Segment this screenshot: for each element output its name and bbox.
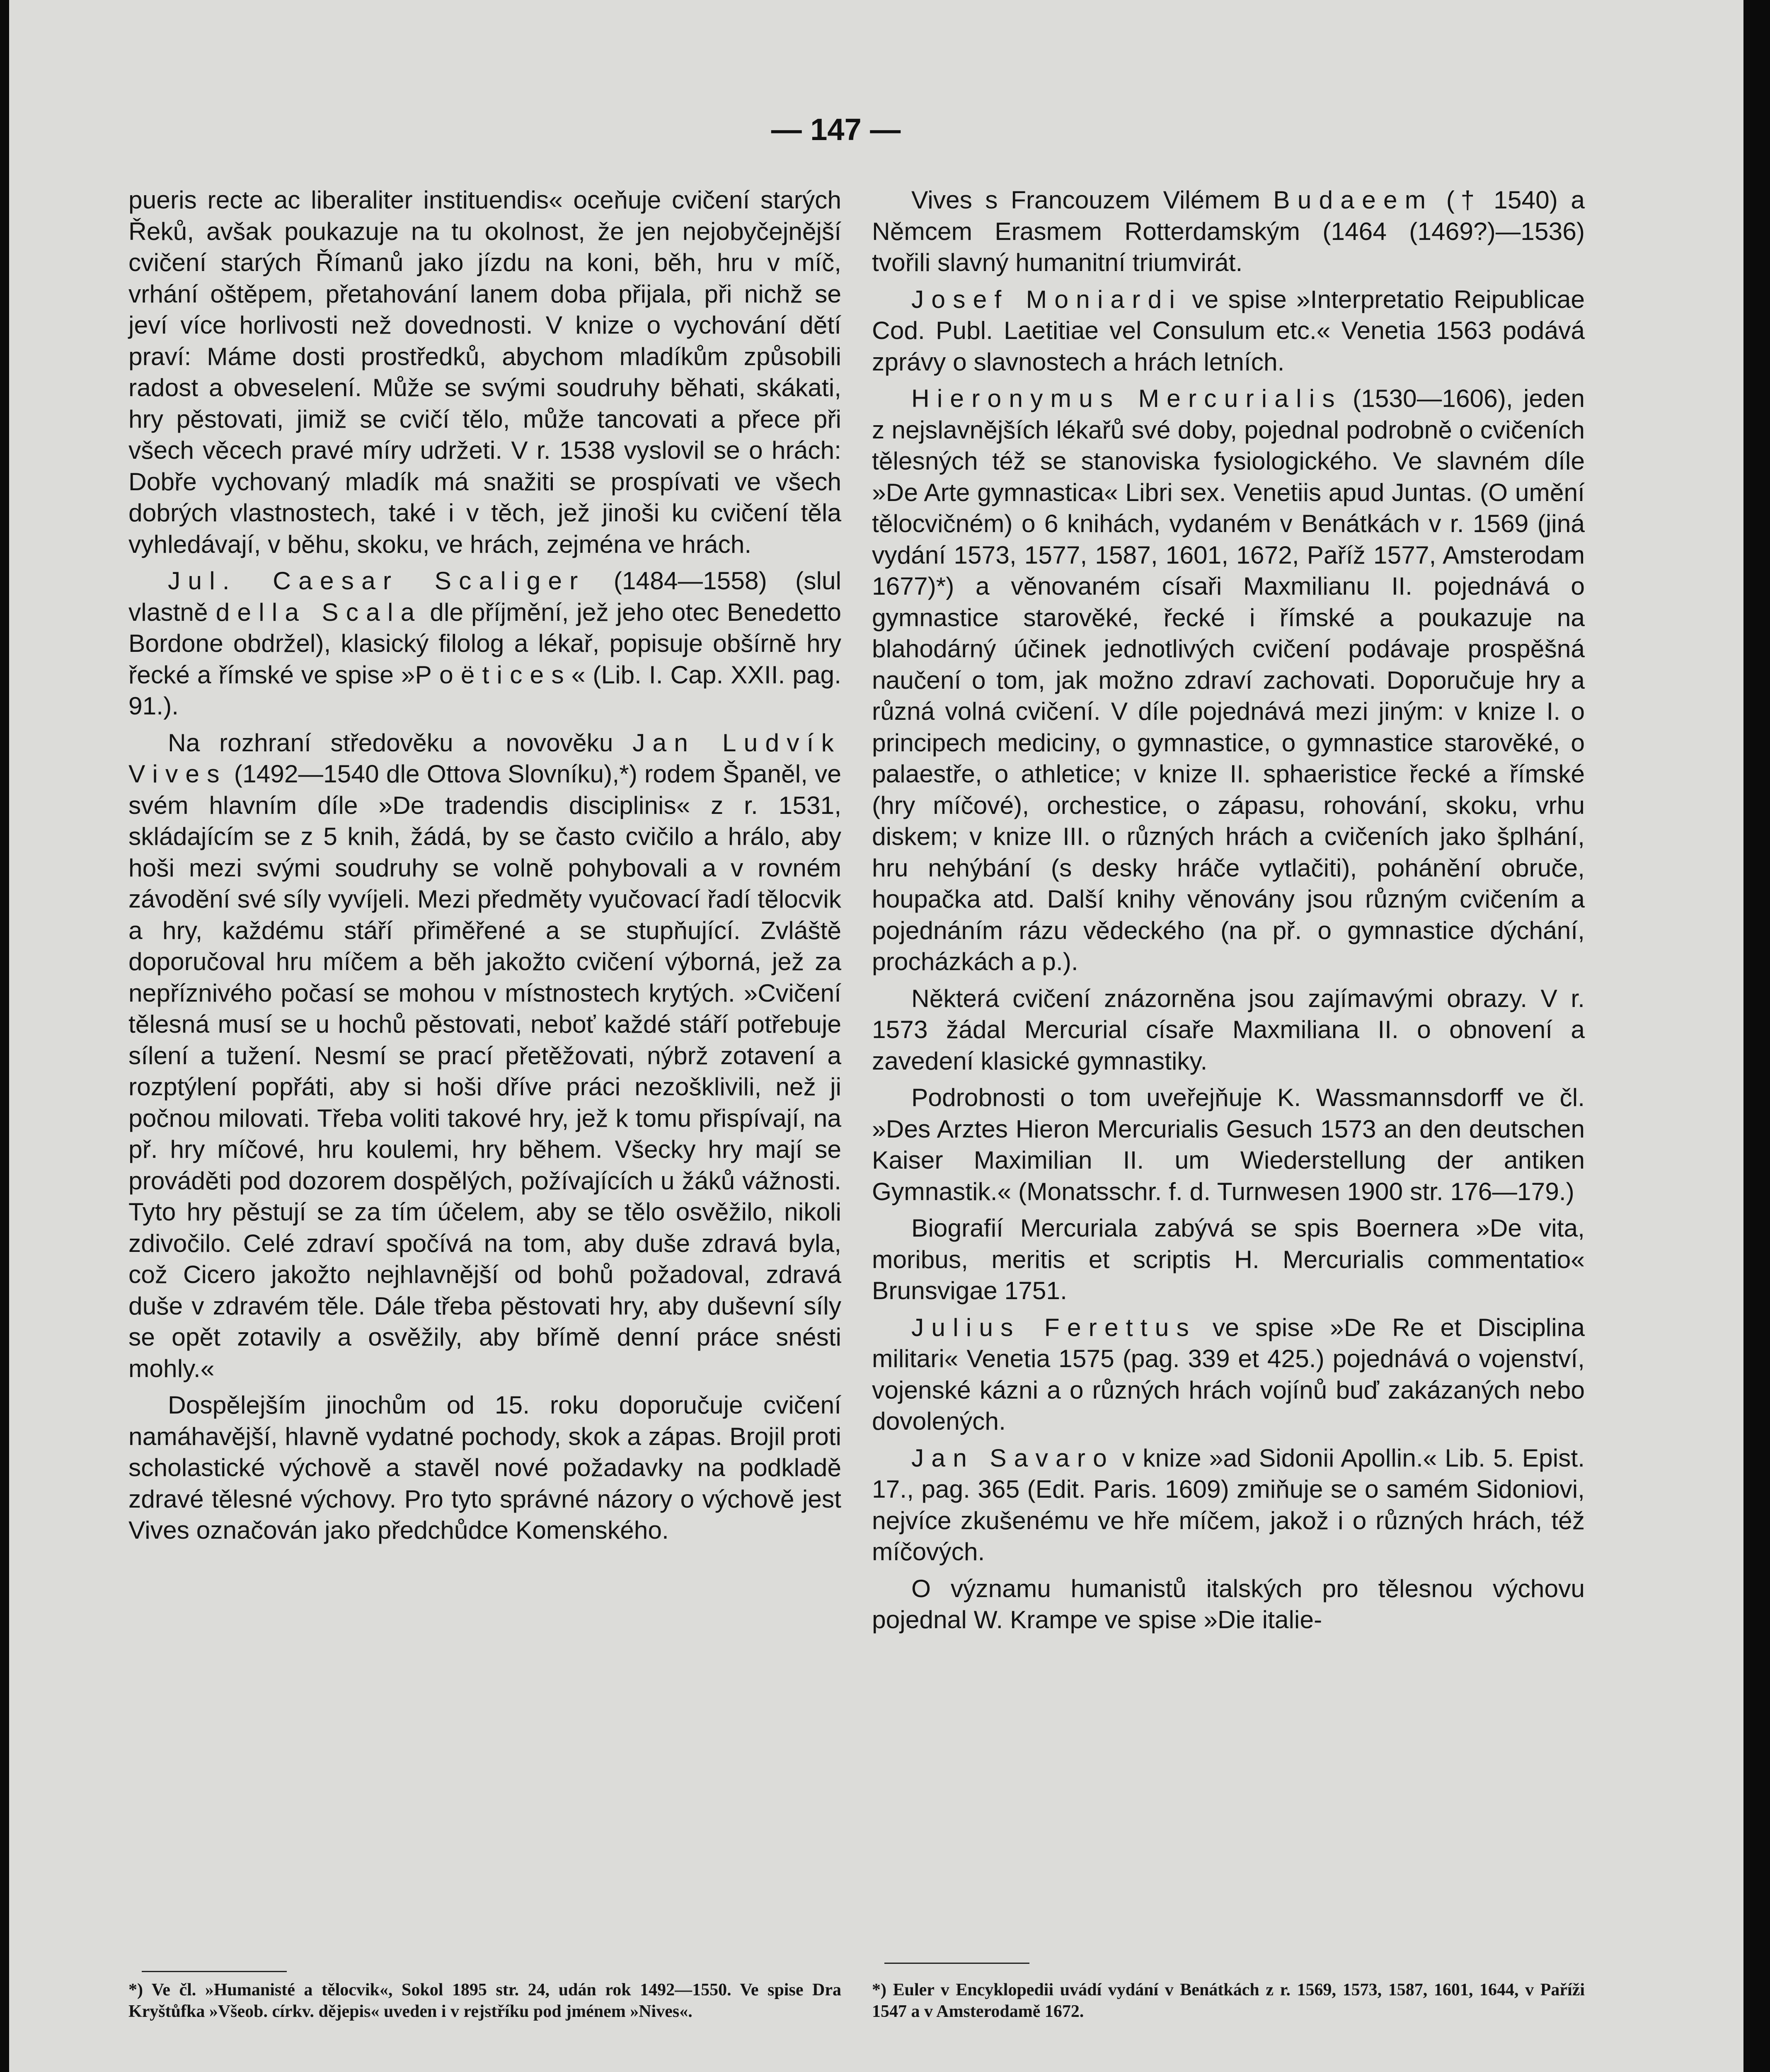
person-name: Hieronymus Mercurialis (911, 384, 1342, 412)
paragraph: Jul. Caesar Scaliger (1484—1558) (slul vlastně della Scala dle příjmění, jež jeho otec Benedetto Bordone obdržel), klasický filolog a lékař, popisuje obšírně hry řecké a římské ve spise »Poëtices« (Lib. I. Cap. XXII. pag. 91.). (128, 566, 841, 720)
paragraph: Dospělejším jinochům od 15. roku doporučuje cvičení namáhavější, hlavně vydatné pochody, skok a zápas. Brojil proti scholastické výchově a stavěl nové požadavky na podkladě zdravé tělesné výchovy. Pro tyto správné názory o výchově jest Vives označován jako předchůdce Komenského. (128, 1391, 841, 1544)
paragraph: O významu humanistů italských pro tělesnou výchovu pojednal W. Krampe ve spise »Die italie- (872, 1574, 1585, 1634)
paragraph: Vives s Francouzem Vilémem Budaeem († 1540) a Němcem Erasmem Rotterdamským (1464 (1469?)—1536) tvořili slavný humanitní triumvirát. (872, 186, 1585, 276)
paragraph: Některá cvičení znázorněna jsou zajímavými obrazy. V r. 1573 žádal Mercurial císaře Maxmiliana II. o obnovení a zavedení klasické gymnastiky. (872, 984, 1585, 1075)
person-name: Jan Ludvík Vives (128, 728, 841, 788)
right-column (872, 184, 1585, 1636)
person-name: Budaeem (1273, 186, 1433, 214)
paragraph: Podrobnosti o tom uveřejňuje K. Wassmannsdorff ve čl. »Des Arztes Hieron Mercurialis Gesuch 1573 an den deutschen Kaiser Maximilian II. um Wiederstellung der antiken Gymnastik.« (Monatsschr. f. d. Turnwesen 1900 str. 176—179.) (872, 1083, 1585, 1205)
paragraph: Hieronymus Mercurialis (1530—1606), jeden z nejslavnějších lékařů své doby, pojednal podrobně o cvičeních tělesných též se stanoviska fysiologického. Ve slavném díle »De Arte gymnastica« Libri sex. Venetiis apud Juntas. (O umění tělocvičném) o 6 knihách, vydaném v Benátkách v r. 1569 (jiná vydání 1573, 1577, 1587, 1601, 1672, Paříž 1577, Amsterodam 1677)*) a věnovaném císaři Maxmilianu II. pojednává o gymnastice starověké, řecké i římské a poukazuje na blahodárný účinek jednotlivých cvičení podávaje prospěšná naučení o tom, jak možno zdraví zachovati. Doporučuje hry a různá volná cvičení. V díle pojednává mezi jiným: v knize I. o principech mediciny, o gymnastice, o gymnastice starověké, o palaestře, o athletice; v knize II. sphaeristice řecké a římské (hry míčové), orchestice, o zápasu, rohování, skoku, vrhu diskem; v knize III. o různých hrách a cvičeních jako šplhání, hru nehýbání (s desky hráče vytlačiti), pohánění obruče, houpačka atd. Další knihy věnovány jsou různým cvičením a pojednáním rázu vědeckého (na př. o gymnastice dýchání, procházkách a p.). (872, 384, 1585, 975)
paragraph: Biografií Mercuriala zabývá se spis Boernera »De vita, moribus, meritis et scriptis H. Mercurialis commentatio« Brunsvigae 1751. (872, 1214, 1585, 1305)
paragraph: Josef Moniardi ve spise »Interpretatio Reipublicae Cod. Publ. Laetitiae vel Consulum etc.« Venetia 1563 podává zprávy o slavnostech a hrách letních. (872, 285, 1585, 376)
person-name: della Scala (215, 598, 422, 626)
person-name: Josef Moniardi (911, 285, 1183, 313)
footnote: *) Euler v Encyklopedii uvádí vydání v Benátkách z r. 1569, 1573, 1587, 1601, 1644, v Paříži 1547 a v Amsterodamě 1672. (872, 1980, 1585, 2021)
footnote-divider (884, 1963, 1029, 1964)
paragraph: pueris recte ac liberaliter instituendis« oceňuje cvičení starých Řeků, avšak poukazuje na tu okolnost, že jen nejobyčejnější cvičení starých Římanů jako jízdu na koni, běh, hru v míč, vrhání oštěpem, přetahování lanem doba přijala, při nichž se jeví více horlivosti než dovednosti. V knize o vychování dětí praví: Máme dosti prostředků, abychom mladíkům způsobili radost a obveselení. Může se svými soudruhy běhati, skákati, hry pěstovati, jimiž se cvičí tělo, může tancovati a přece při všech věcech pravé míry udržeti. V r. 1538 vyslovil se o hrách: Dobře vychovaný mladík má snažiti se prospívati ve všech dobrých vlastnostech, také i v těch, jež jinoši ku cvičení těla vyhledávají, v běhu, skoku, ve hrách, zejména ve hrách. (128, 186, 841, 558)
left-column (128, 184, 841, 1546)
person-name: Julius Ferettus (911, 1313, 1196, 1341)
person-name: Jan Savaro (911, 1443, 1114, 1472)
work-title: Poëtices (415, 660, 571, 689)
footnote: *) Ve čl. »Humanisté a tělocvik«, Sokol 1895 str. 24, udán rok 1492—1550. Ve spise Dra Kryštůfka »Všeob. církv. dějepis« uveden i v rejstříku pod jménem »Nives«. (128, 1980, 841, 2021)
paragraph: Julius Ferettus ve spise »De Re et Disciplina militari« Venetia 1575 (pag. 339 et 425.) pojednává o vojenství, vojenské kázni a o různých hrách vojínů buď zakázaných nebo dovolených. (872, 1313, 1585, 1435)
person-name: Jul. Caesar Scaliger (168, 566, 586, 595)
footnote-divider (142, 1971, 287, 1972)
page-number: — 147 — (771, 112, 901, 147)
paragraph: Na rozhraní středověku a novověku Jan Ludvík Vives (1492—1540 dle Ottova Slovníku),*) rodem Španěl, ve svém hlavním díle »De tradendis disciplinis« z r. 1531, skládajícím se z 5 knih, žádá, by se často cvičilo a hrálo, aby hoši mezi svými soudruhy se volně pohybovali a v rovném závodění své síly vyvíjeli. Mezi předměty vyučovací řadí tělocvik a hry, každému stáří přiměřené a se stupňující. Zvláště doporučoval hru míčem a běh jakožto cvičení výborná, jež za nepříznivého počasí se mohou v místnostech krytých. »Cvičení tělesná musí se u hochů pěstovati, neboť každé stáří potřebuje sílení a tužení. Nesmí se prací přetěžovati, nýbrž zotavení a rozptýlení popřáti, aby si hoši dříve práci nezošklivili, než ji počnou milovati. Třeba voliti takové hry, jež k tomu přispívají, na př. hry míčové, hru koulemi, hry během. Všecky hry mají se prováděti pod dozorem dospělých, požívajících u žáků vážnosti. Tyto hry pěstují se za tím účelem, aby se tělo osvěžilo, nikoli zdivočilo. Celé zdraví spočívá na tom, aby duše zdravá byla, což Cicero jakožto nejhlavnější od bohů požadoval, zdravá duše v zdravém těle. Dále třeba pěstovati hry, aby duševní síly se opět zotavily a osvěžily, aby břímě denní práce snésti mohly.« (128, 728, 841, 1382)
paragraph: Jan Savaro v knize »ad Sidonii Apollin.« Lib. 5. Epist. 17., pag. 365 (Edit. Paris. 1609) zmiňuje se o samém Sidoniovi, nejvíce zkušenému ve hře míčem, jakož i o různých hrách, též míčových. (872, 1443, 1585, 1566)
book-page (9, 0, 1743, 2072)
